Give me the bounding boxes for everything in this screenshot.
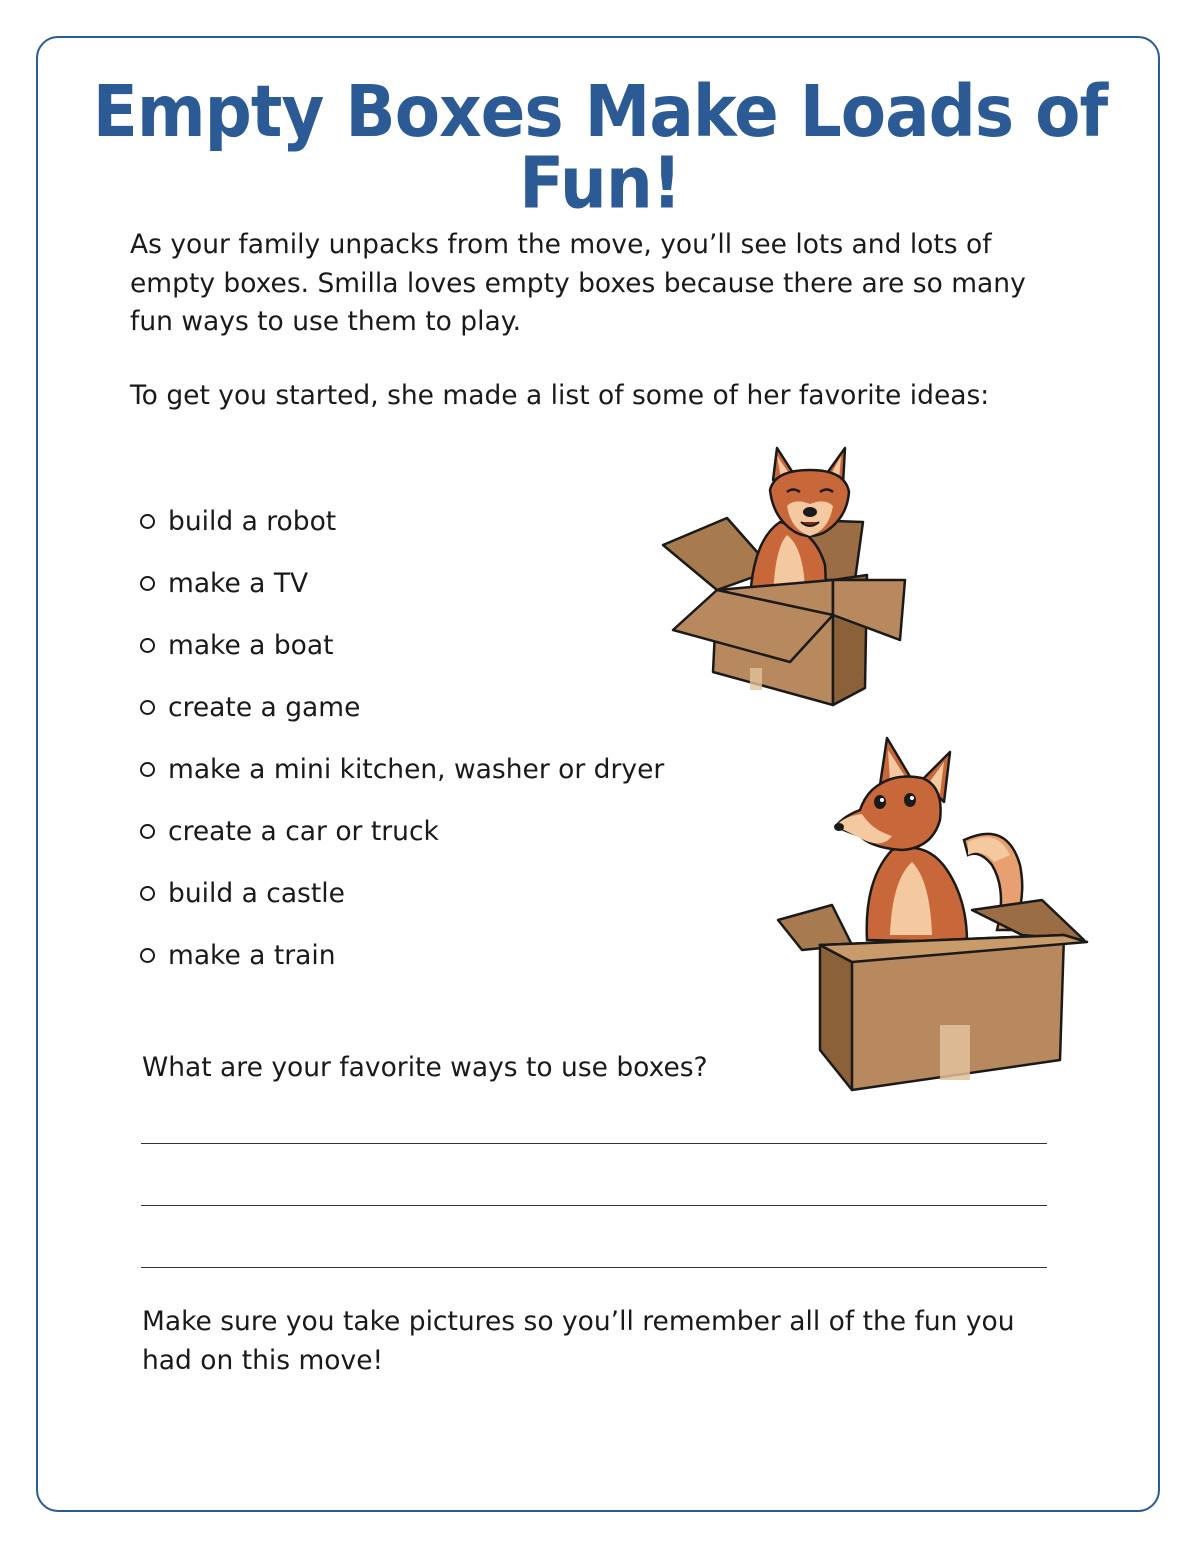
list-item: build a castle [140,862,664,924]
list-item: make a train [140,924,664,986]
bullet-icon [140,514,155,529]
ideas-intro: To get you started, she made a list of some of her favorite ideas: [130,380,990,411]
bullet-icon [140,700,155,715]
bullet-icon [140,638,155,653]
intro-paragraph: As your family unpacks from the move, you’ll see lots and lots of empty boxes. Smilla loves empty boxes because there are so many fun ways to use them to play. [130,229,1026,337]
list-item: create a car or truck [140,800,664,862]
bullet-icon [140,762,155,777]
question-prompt: What are your favorite ways to use boxes? [142,1052,708,1083]
bullet-icon [140,886,155,901]
list-item: create a game [140,676,664,738]
bullet-icon [140,824,155,839]
bullet-icon [140,948,155,963]
closing-paragraph: Make sure you take pictures so you’ll remember all of the fun you had on this move! [142,1306,1015,1376]
answer-line-2[interactable] [141,1205,1047,1206]
list-item: make a TV [140,552,664,614]
bullet-icon [140,576,155,591]
list-item: make a mini kitchen, washer or dryer [140,738,664,800]
idea-list [140,490,664,986]
list-item: make a boat [140,614,664,676]
fox-in-box-with-tail-icon [772,730,1092,1100]
page-title: Empty Boxes Make Loads of Fun! [92,70,1108,225]
fox-in-open-box-icon [655,440,915,720]
answer-line-3[interactable] [141,1267,1047,1268]
answer-line-1[interactable] [141,1143,1047,1144]
list-item: build a robot [140,490,664,552]
